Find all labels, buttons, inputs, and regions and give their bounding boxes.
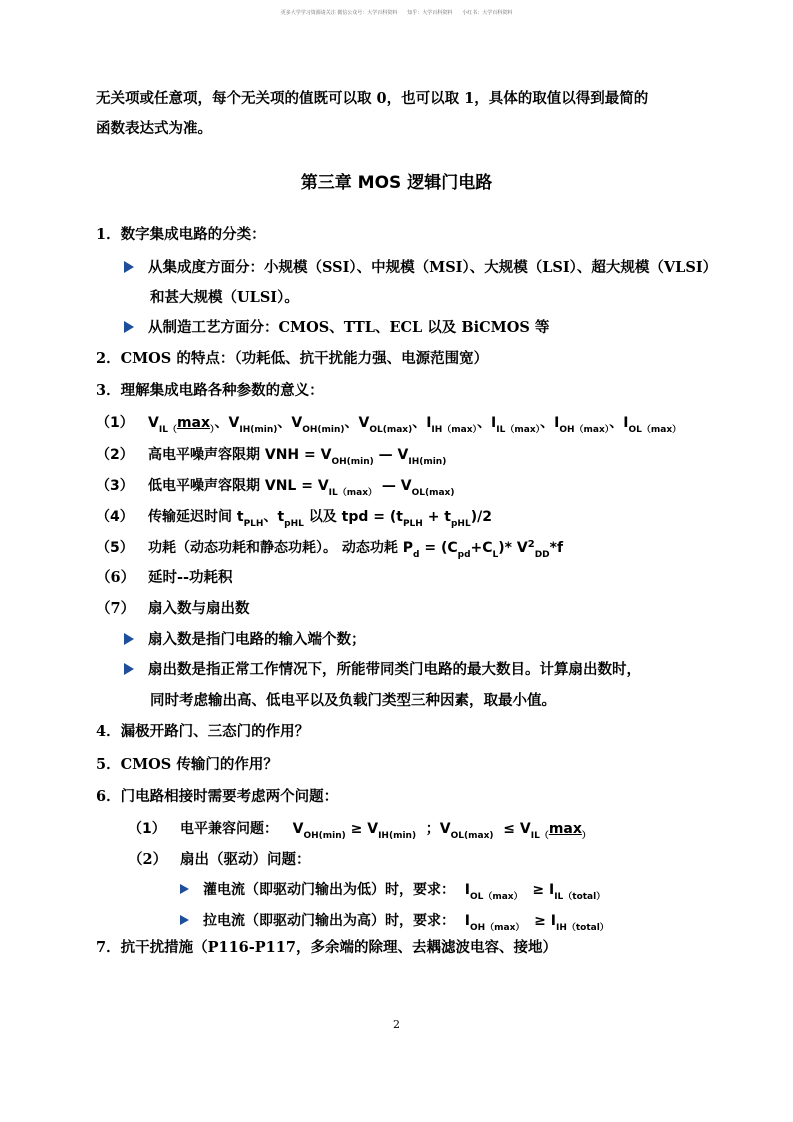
triangle-bullet-icon: [124, 633, 134, 645]
s1-bullet-1: 从集成度方面分：小规模（SSI）、中规模（MSI）、大规模（LSI）、超大规模（VLSI）: [124, 258, 717, 278]
param-item-3: （3） 低电平噪声容限期 VNL = $V_{IL(max)}$ — $V_{OL(max)}$: [96, 478, 455, 498]
triangle-bullet-icon: [124, 321, 134, 333]
section-5-heading: 5．CMOS 传输门的作用？: [96, 756, 278, 773]
page-header-banner: 更多大学学习资源请关注 微信公众号：大学百科资料 知乎：大学百科资料 小红书：大学百科资料: [280, 10, 513, 16]
param-item-7: （7） 扇入数与扇出数: [96, 600, 250, 617]
intro-line-2: 函数表达式为准。: [96, 120, 212, 137]
section-4-heading: 4．漏极开路门、三态门的作用？: [96, 723, 310, 740]
param-item-2: （2） 高电平噪声容限期 VNH = $V_{OH(min)}$ — $V_{IH(min)}$: [96, 447, 447, 467]
triangle-bullet-icon: [180, 915, 189, 925]
fan-out-bullet-cont: 同时考虑输出高、低电平以及负载门类型三种因素，取最小值。: [150, 692, 556, 709]
fan-out-bullet: 扇出数是指正常工作情况下，所能带同类门电路的最大数目。计算扇出数时，: [124, 660, 641, 680]
triangle-bullet-icon: [180, 884, 189, 894]
page-number: 2: [393, 1018, 400, 1031]
s1-bullet-2: 从制造工艺方面分：CMOS、TTL、ECL 以及 BiCMOS 等: [124, 318, 549, 338]
param-item-1: （1） $V_{IL(}\max_)$、$V_{IH(min)}$、$V_{OH(min)}$、$V_{OL(max)}$、$I_{IH(max)}$、$I_{IL(max)}$、$I_{OH(max)}$、$I_{OL(max)}$: [96, 415, 682, 435]
s6-source-current-bullet: 拉电流（即驱动门输出为高）时，要求： $I_{OH(max)} \ge I_{IH(total)}$: [180, 911, 609, 931]
triangle-bullet-icon: [124, 663, 134, 675]
s6-item-1: （1） 电平兼容问题： $V_{OH(min)} \ge V_{IH(min)}$ ；$V_{OL(max)} \le V_{IL(}\max_)$: [128, 821, 591, 841]
section-7-heading: 7．抗干扰措施（P116-P117，多余端的除理、去耦滤波电容、接地）: [96, 939, 557, 956]
s1-bullet-1-cont: 和甚大规模（ULSI）。: [150, 289, 299, 306]
chapter-title: 第三章 MOS 逻辑门电路: [300, 173, 493, 193]
triangle-bullet-icon: [124, 261, 134, 273]
section-3-heading: 3．理解集成电路各种参数的意义：: [96, 382, 324, 399]
param-item-6: （6） 延时--功耗积: [96, 569, 233, 586]
param-item-4: （4） 传输延迟时间 $t_{PLH}$、$t_{pHL}$ 以及 tpd = $(t_{PLH} + t_{pHL})/2$: [96, 509, 492, 529]
param-item-5: （5） 功耗（动态功耗和静态功耗）。 动态功耗 $P_d = (C_{pd}+C_L)*$ $V^2_{DD}*f$: [96, 539, 564, 560]
s6-item-2: （2） 扇出（驱动）问题：: [128, 851, 311, 868]
s6-sink-current-bullet: 灌电流（即驱动门输出为低）时，要求： $I_{OL(max)} \ge I_{IL(total)}$: [180, 880, 605, 900]
intro-line-1: 无关项或任意项，每个无关项的值既可以取 0，也可以取 1，具体的取值以得到最简的: [96, 90, 649, 107]
fan-in-bullet: 扇入数是指门电路的输入端个数；: [124, 630, 366, 650]
section-6-heading: 6．门电路相接时需要考虑两个问题：: [96, 788, 339, 805]
section-2-heading: 2．CMOS 的特点：（功耗低、抗干扰能力强、电源范围宽）: [96, 350, 489, 367]
section-1-heading: 1．数字集成电路的分类：: [96, 226, 266, 243]
